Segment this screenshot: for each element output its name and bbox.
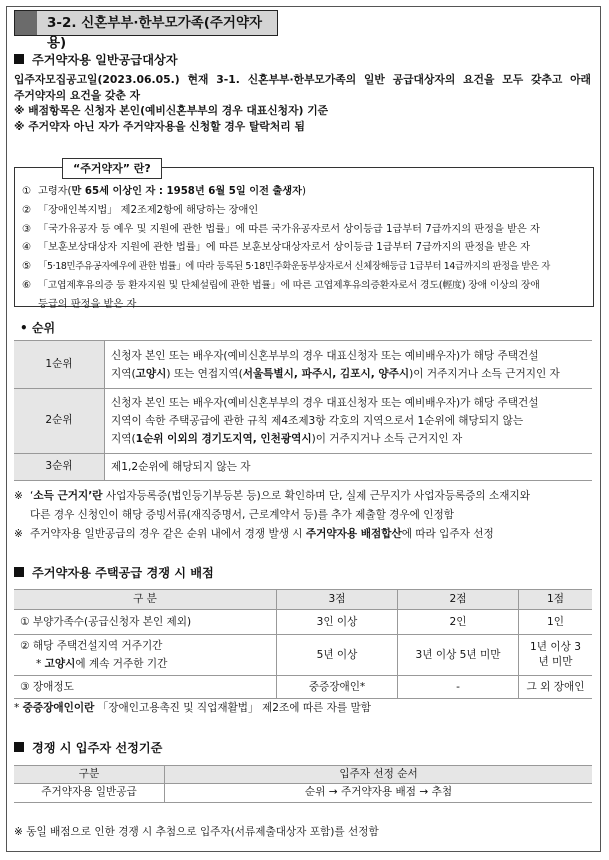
score-criterion bbox=[14, 676, 277, 699]
text-segment: 주거약자용 일반공급의 경우 같은 순위 내에서 경쟁 발생 시 bbox=[30, 528, 306, 540]
note-text: 다른 경우 신청인이 해당 증빙서류(재직증명서, 근로계약서 등)를 추가 제출할 경우에 인정함 bbox=[30, 509, 454, 521]
text-bold: 중증장애인이란 bbox=[22, 702, 95, 714]
definition-list bbox=[22, 183, 590, 315]
table-row bbox=[14, 610, 592, 635]
intro-line-2: 주거약자의 요건을 갖춘 자 bbox=[14, 88, 141, 102]
column-header: 구분 bbox=[14, 766, 165, 784]
text-segment: )이 거주지거나 소득 근거지인 자 bbox=[409, 367, 560, 380]
item-text: 「장애인복지법」 제2조제2항에 해당하는 장애인 bbox=[38, 204, 259, 216]
rank-label: 1순위 bbox=[14, 341, 105, 389]
selection-table bbox=[14, 765, 592, 803]
heading-score-text: 주거약자용 주택공급 경쟁 시 배점 bbox=[32, 566, 214, 580]
score-cell: 3인 이상 bbox=[277, 610, 398, 635]
item-number: ② bbox=[20, 640, 30, 653]
square-bullet-icon bbox=[14, 567, 24, 577]
text-bold: 고양시 bbox=[135, 367, 167, 380]
definition-item bbox=[22, 221, 590, 240]
text-segment: * bbox=[36, 658, 45, 671]
section-title: 3-2. 신혼부부·한부모가족(주거약자용) bbox=[47, 15, 263, 51]
text-segment: 에 따라 입주자 선정 bbox=[401, 528, 494, 540]
item-text: 「5·18민주유공자예우에 관한 법률」에 따라 등록된 5·18민주화운동부상자로서 신체장해등급 1급부터 14급까지의 판정을 받은 자 bbox=[38, 261, 550, 273]
note-row bbox=[14, 487, 594, 506]
selection-type: 주거약자용 일반공급 bbox=[14, 784, 165, 802]
column-header: 구 분 bbox=[14, 590, 277, 610]
note-mark: ※ bbox=[14, 528, 23, 540]
score-cell: 2인 bbox=[398, 610, 519, 635]
item-text-continuation: 등급의 판정을 받은 자 bbox=[38, 298, 137, 310]
score-table bbox=[14, 589, 592, 699]
item-text bbox=[38, 183, 590, 202]
item-number: ③ bbox=[20, 680, 30, 693]
definition-item bbox=[22, 202, 590, 221]
intro-line-1: 입주자모집공고일(2023.06.05.) 현재 3-1. 신혼부부·한부모가족의 일반 공급대상자의 요건을 모두 갖추고 아래 bbox=[14, 73, 591, 86]
item-text-post: ) bbox=[301, 186, 306, 197]
heading-general-supply bbox=[14, 52, 178, 70]
column-header: 1점 bbox=[519, 590, 593, 610]
table-row bbox=[14, 676, 592, 699]
item-number: ⑤ bbox=[22, 261, 32, 273]
rank-title: • 순위 bbox=[20, 321, 56, 335]
item-number: ⑥ bbox=[22, 279, 32, 291]
score-cell: 1인 bbox=[519, 610, 593, 635]
rank-line: 신청자 본인 또는 배우자(예비신혼부부의 경우 대표신청자 또는 예비배우자)가 해당 주택건설 bbox=[111, 349, 539, 362]
section-header bbox=[14, 10, 278, 51]
note-row-continuation bbox=[14, 506, 594, 525]
intro-note-1: ※ 배점항목은 신청자 본인(예비신혼부부의 경우 대표신청자) 기준 bbox=[14, 104, 329, 118]
score-cell: 1년 이상 3년 미만 bbox=[519, 635, 593, 676]
score-cell: - bbox=[398, 676, 519, 699]
notes-block bbox=[14, 487, 594, 544]
rank-line bbox=[111, 430, 586, 448]
note-text bbox=[30, 487, 594, 506]
note-mark: ※ bbox=[14, 490, 23, 502]
item-number: ④ bbox=[22, 242, 32, 254]
definition-tag: “주거약자” 란? bbox=[62, 158, 162, 179]
heading-general-text: 주거약자용 일반공급대상자 bbox=[32, 53, 178, 67]
intro-note-2: ※ 주거약자 아닌 자가 주거약자용을 신청할 경우 탈락처리 됨 bbox=[14, 119, 305, 133]
item-number: ① bbox=[22, 186, 32, 197]
definition-item bbox=[22, 183, 590, 202]
text-bold: 고양시 bbox=[44, 658, 76, 671]
criterion-label: 장애정도 bbox=[32, 680, 74, 693]
item-text-pre: 고령자( bbox=[38, 186, 72, 197]
score-criterion bbox=[14, 635, 277, 676]
heading-select bbox=[14, 740, 162, 758]
item-text: 「보훈보상대상자 지원에 관한 법률」에 따른 보훈보상대상자로서 상이등급 1급부터 7급까지의 판정을 받은 자 bbox=[38, 242, 531, 254]
score-cell: 중증장애인* bbox=[277, 676, 398, 699]
item-number: ① bbox=[20, 615, 30, 628]
text-segment: )이 거주지거나 소득 근거지인 자 bbox=[311, 433, 463, 445]
text-segment: ‘ bbox=[30, 490, 34, 502]
section-header-marker bbox=[15, 11, 37, 35]
definition-item-continuation bbox=[22, 296, 590, 315]
score-criterion bbox=[14, 610, 277, 635]
table-row bbox=[14, 341, 592, 389]
text-bold: 서울특별시, 파주시, 김포시, 양주시 bbox=[242, 367, 410, 380]
table-row bbox=[14, 454, 592, 481]
column-header: 2점 bbox=[398, 590, 519, 610]
rank-line bbox=[111, 365, 586, 383]
text-segment: * bbox=[14, 702, 23, 714]
rank-line: 지역이 속한 주택공급에 관한 규칙 제4조제3항 각호의 지역으로서 1순위에 해당되지 않는 bbox=[111, 415, 524, 427]
rank-label: 3순위 bbox=[14, 454, 105, 481]
square-bullet-icon bbox=[14, 54, 24, 64]
score-cell: 5년 이상 bbox=[277, 635, 398, 676]
table-row bbox=[14, 635, 592, 676]
item-text-bold: 만 65세 이상인 자 : 1958년 6월 5일 이전 출생자 bbox=[71, 186, 302, 197]
item-number: ② bbox=[22, 204, 32, 216]
score-footnote bbox=[14, 701, 594, 716]
note-text bbox=[30, 525, 594, 544]
bottom-note: ※ 동일 배점으로 인한 경쟁 시 추첨으로 입주자(서류제출대상자 포함)를 선정함 bbox=[14, 826, 379, 838]
rank-description: 제1,2순위에 해당되지 않는 자 bbox=[105, 454, 593, 481]
heading-score bbox=[14, 565, 214, 583]
rank-label: 2순위 bbox=[14, 389, 105, 454]
text-segment: 에 계속 거주한 기간 bbox=[75, 658, 168, 671]
text-segment: 지역( bbox=[111, 367, 136, 380]
rank-description bbox=[105, 389, 593, 454]
text-bold: 소득 근거지’란 bbox=[33, 490, 103, 502]
criterion-label: 해당 주택건설지역 거주기간 bbox=[32, 640, 163, 653]
item-text: 「국가유공자 등 예우 및 지원에 관한 법률」에 따른 국가유공자로서 상이등급 1급부터 7급까지의 판정을 받은 자 bbox=[38, 223, 540, 235]
text-segment: 「장애인고용촉진 및 직업재활법」 제2조에 따른 자를 말함 bbox=[94, 702, 371, 714]
text-segment: ) 또는 연접지역( bbox=[166, 367, 243, 380]
note-row bbox=[14, 525, 594, 544]
intro-paragraph bbox=[14, 72, 591, 135]
table-row bbox=[14, 784, 592, 802]
table-header-row bbox=[14, 590, 592, 610]
selection-order: 순위 → 주거약자용 배점 → 추첨 bbox=[165, 784, 593, 802]
heading-select-text: 경쟁 시 입주자 선정기준 bbox=[32, 741, 163, 755]
text-segment: 지역( bbox=[111, 433, 136, 445]
table-header-row bbox=[14, 766, 592, 784]
text-bold: 주거약자용 배점합산 bbox=[305, 528, 402, 540]
definition-item bbox=[22, 258, 590, 277]
square-bullet-icon bbox=[14, 742, 24, 752]
definition-item bbox=[22, 239, 590, 258]
rank-table bbox=[14, 340, 592, 481]
text-segment: 사업자등록증(법인등기부등본 등)으로 확인하며 단, 실제 근무지가 사업자등록증의 소재지와 bbox=[102, 490, 530, 502]
item-number: ③ bbox=[22, 223, 32, 235]
table-row bbox=[14, 389, 592, 454]
column-header: 입주자 선정 순서 bbox=[165, 766, 593, 784]
rank-description bbox=[105, 341, 593, 389]
item-text: 「고엽제후유의증 등 환자지원 및 단체설립에 관한 법률」에 따른 고엽제후유의증환자로서 경도(輕度) 장애 이상의 장애 bbox=[38, 279, 540, 291]
score-cell: 3년 이상 5년 미만 bbox=[398, 635, 519, 676]
rank-line: 신청자 본인 또는 배우자(예비신혼부부의 경우 대표신청자 또는 예비배우자)가 해당 주택건설 bbox=[111, 397, 539, 409]
criterion-label: 부양가족수(공급신청자 본인 제외) bbox=[32, 615, 192, 628]
text-bold: 1순위 이외의 경기도지역, 인천광역시 bbox=[135, 433, 312, 445]
definition-item bbox=[22, 277, 590, 296]
column-header: 3점 bbox=[277, 590, 398, 610]
score-cell: 그 외 장애인 bbox=[519, 676, 593, 699]
